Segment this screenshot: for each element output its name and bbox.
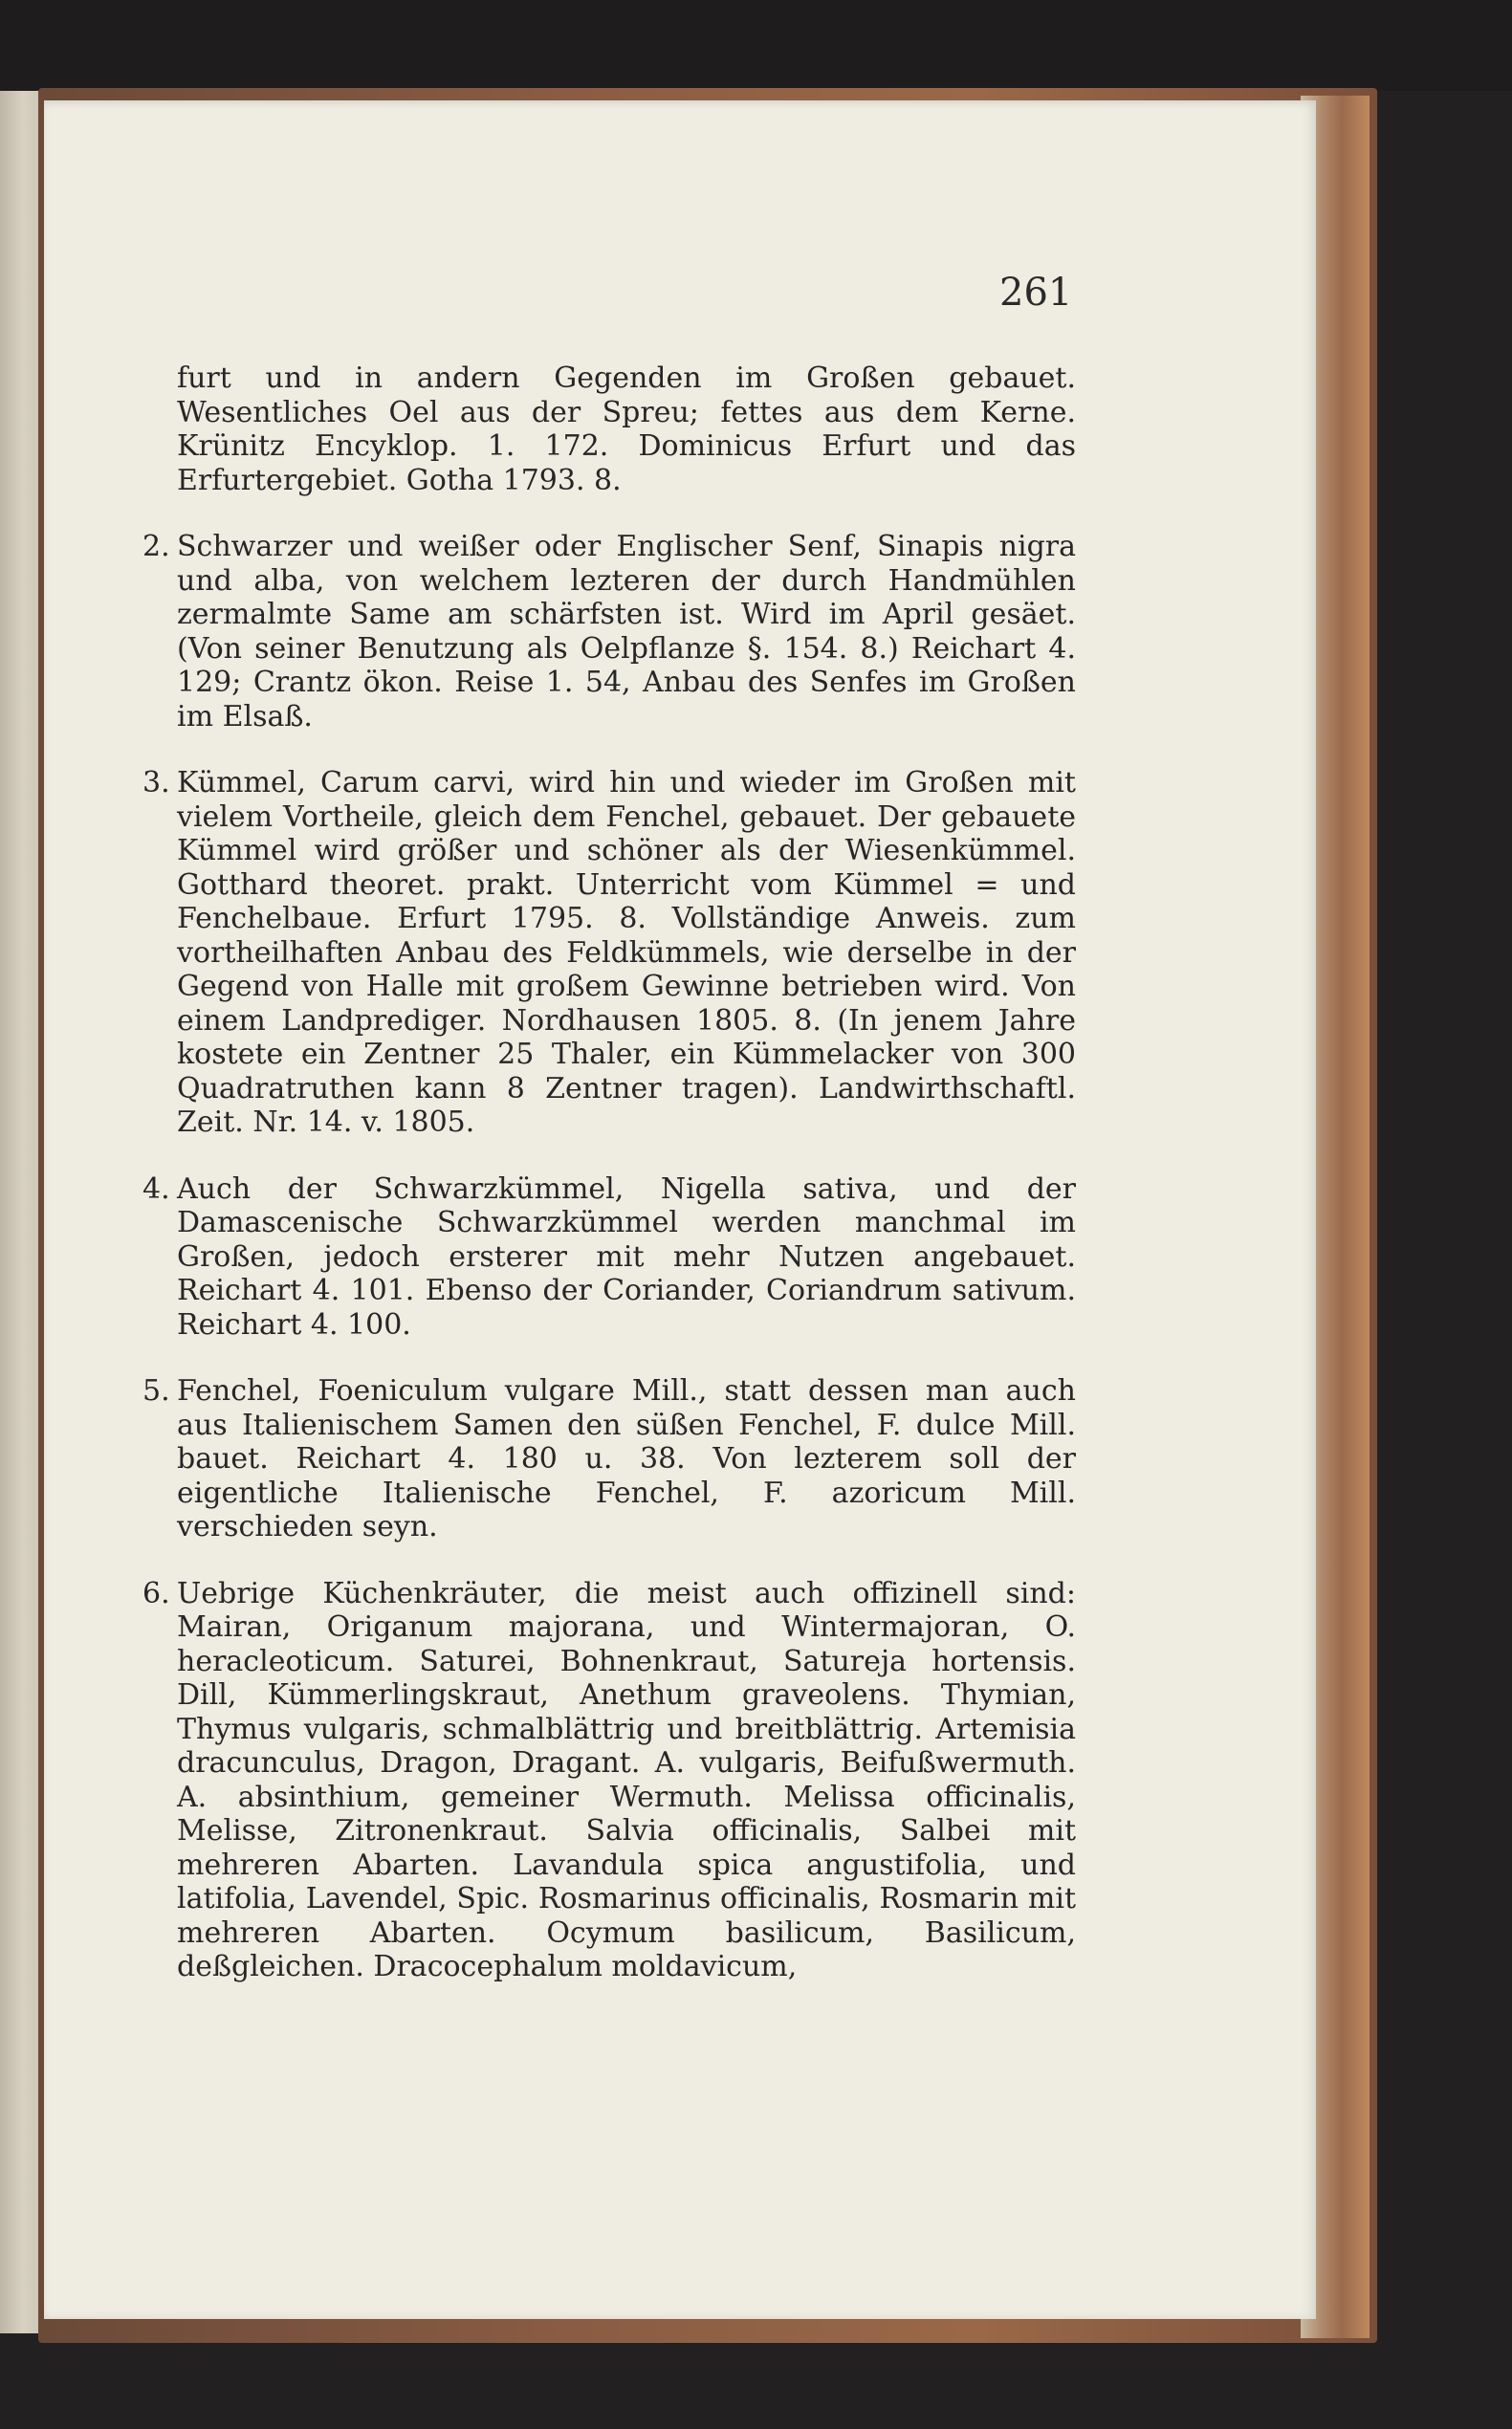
list-item bbox=[142, 530, 1076, 733]
page-content bbox=[142, 361, 1076, 2017]
item-number: 3. bbox=[142, 766, 170, 799]
item-number: 5. bbox=[142, 1374, 170, 1408]
list-item bbox=[142, 1374, 1076, 1544]
item-number: 4. bbox=[142, 1171, 170, 1206]
item-text: Uebrige Küchenkräuter, die meist auch offizinell sind: Mairan, Origanum majorana, und Wintermajoran, O. heracleoticum. Saturei, Bohnenkraut, Satureja hortensis. Dill, Kümmerlingskraut, Anethum graveolens. Thymian, Thymus vulgaris, schmalblättrig und breitblättrig. Artemisia dracunculus, Dragon, Dragant. A. vulgaris, Beifußwermuth. A. absinthium, gemeiner Wermuth. Melissa officinalis, Melisse, Zitronenkraut. Salvia officinalis, Salbei mit mehreren Abarten. Lavandula spica angustifolia, und latifolia, Lavendel, Spic. Rosmarinus officinalis, Rosmarin mit mehreren Abarten. Ocymum basilicum, Basilicum, deßgleichen. Dracocephalum moldavicum, bbox=[177, 1576, 1076, 1983]
item-text: Auch der Schwarzkümmel, Nigella sativa, und der Damascenische Schwarzkümmel werden manchmal im Großen, jedoch ersterer mit mehr Nutzen angebauet. Reichart 4. 101. Ebenso der Coriander, Coriandrum sativum. Reichart 4. 100. bbox=[177, 1171, 1076, 1342]
background-top bbox=[0, 0, 1512, 91]
item-text: Schwarzer und weißer oder Englischer Senf, Sinapis nigra und alba, von welchem lezteren der durch Handmühlen zermalmte Same am schärfsten ist. Wird im April gesäet. (Von seiner Benutzung als Oelpflanze §. 154. 8.) Reichart 4. 129; Crantz ökon. Reise 1. 54, Anbau des Senfes im Großen im Elsaß. bbox=[177, 530, 1076, 733]
item-text: Fenchel, Foeniculum vulgare Mill., statt dessen man auch aus Italienischem Samen den süßen Fenchel, F. dulce Mill. bauet. Reichart 4. 180 u. 38. Von lezterem soll der eigentliche Italienische Fenchel, F. azoricum Mill. verschieden seyn. bbox=[177, 1374, 1076, 1543]
item-number: 2. bbox=[142, 530, 170, 563]
page-number: 261 bbox=[999, 271, 1073, 315]
item-text: Kümmel, Carum carvi, wird hin und wieder im Großen mit vielem Vortheile, gleich dem Fenchel, gebauet. Der gebauete Kümmel wird größer und schöner als der Wiesenkümmel. Gotthard theoret. prakt. Unterricht vom Kümmel = und Fenchelbaue. Erfurt 1795. 8. Vollständige Anweis. zum vortheilhaften Anbau des Feldkümmels, wie derselbe in der Gegend von Halle mit großem Gewinne betrieben wird. Von einem Landprediger. Nordhausen 1805. 8. (In jenem Jahre kostete ein Zentner 25 Thaler, ein Kümmelacker von 300 Quadratruthen kann 8 Zentner tragen). Landwirthschaftl. Zeit. Nr. 14. v. 1805. bbox=[177, 766, 1076, 1139]
list-item bbox=[142, 1171, 1076, 1343]
continuation-paragraph: furt und in andern Gegenden im Großen gebauet. Wesentliches Oel aus der Spreu; fettes aus dem Kerne. Krünitz Encyklop. 1. 172. Dominicus Erfurt und das Erfurtergebiet. Gotha 1793. 8. bbox=[177, 361, 1076, 497]
list-item bbox=[142, 1576, 1076, 1984]
left-page-edge bbox=[0, 91, 38, 2333]
list-item bbox=[142, 766, 1076, 1140]
item-number: 6. bbox=[142, 1576, 170, 1610]
